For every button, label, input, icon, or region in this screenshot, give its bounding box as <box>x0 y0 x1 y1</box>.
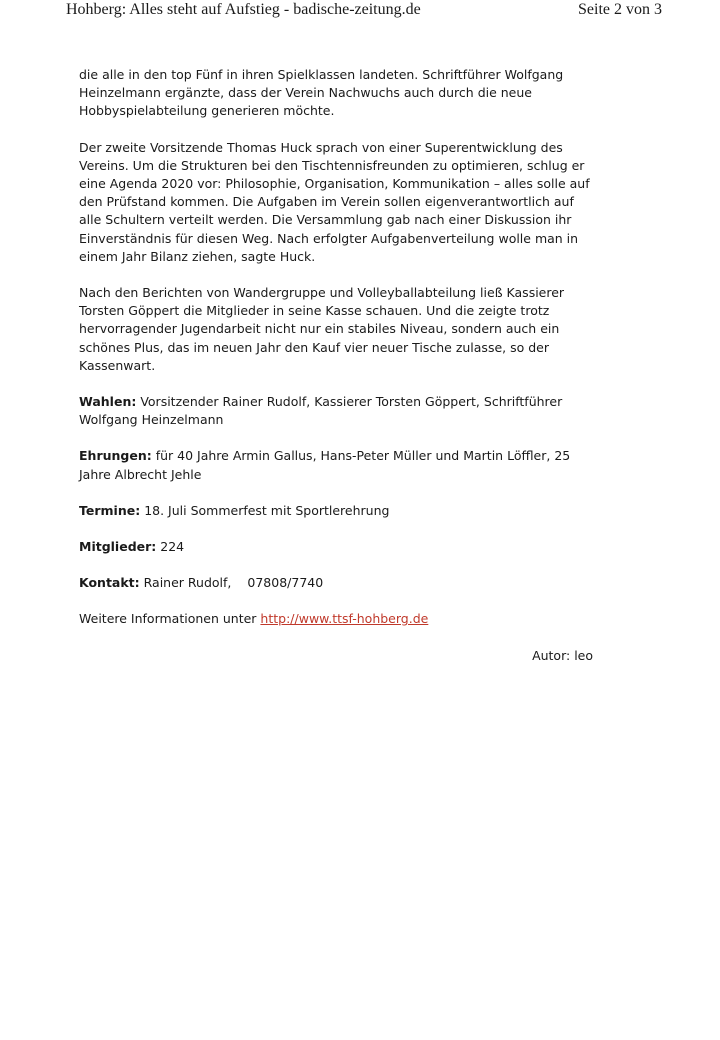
mitglieder-line <box>79 538 599 556</box>
ehrungen-label: Ehrungen: <box>79 448 152 464</box>
print-header <box>0 0 720 22</box>
website-link[interactable]: http://www.ttsf-hohberg.de <box>260 611 429 627</box>
kontakt-label: Kontakt: <box>79 575 140 591</box>
paragraph-2: Der zweite Vorsitzende Thomas Huck sprach von einer Superentwicklung des Vereins. Um die Strukturen bei den Tischtennisfreunden zu optimieren, schlug er eine Agenda 2020 vor: Philosophie, Organisation, Kommunikation – alles solle auf den Prüfstand kommen. Die Aufgaben im Verein sollen eigenverantwortlich auf alle Schultern verteilt werden. Die Versammlung gab nach einer Diskussion ihr Einverständnis für diesen Weg. Nach erfolgter Aufgabenverteilung wolle man in einem Jahr Bilanz ziehen, sagte Huck. <box>79 139 590 264</box>
ehrungen-line <box>79 447 599 483</box>
wahlen-text: Vorsitzender Rainer Rudolf, Kassierer Torsten Göppert, Schriftführer Wolfgang Heinzelmann <box>79 394 563 428</box>
kontakt-line <box>79 574 599 592</box>
termine-line <box>79 502 599 520</box>
kontakt-name: Rainer Rudolf, <box>143 575 232 591</box>
kontakt-phone: 07808/7740 <box>247 575 324 591</box>
author-line: Autor: leo <box>532 647 593 663</box>
article-body <box>79 66 599 665</box>
wahlen-line <box>79 393 599 429</box>
more-info-text: Weitere Informationen unter <box>79 611 257 627</box>
page-title: Hohberg: Alles steht auf Aufstieg - badische-zeitung.de <box>66 1 421 18</box>
termine-text: 18. Juli Sommerfest mit Sportlerehrung <box>144 502 390 518</box>
ehrungen-text: für 40 Jahre Armin Gallus, Hans-Peter Müller und Martin Löffler, 25 Jahre Albrecht Jehle <box>79 448 571 482</box>
more-info-line <box>79 610 599 628</box>
paragraph-1: die alle in den top Fünf in ihren Spielklassen landeten. Schriftführer Wolfgang Heinzelmann ergänzte, dass der Verein Nachwuchs auch durch die neue Hobbyspielabteilung generieren möchte. <box>79 67 564 119</box>
mitglieder-label: Mitglieder: <box>79 539 157 555</box>
wahlen-label: Wahlen: <box>79 394 137 410</box>
mitglieder-text: 224 <box>160 539 185 555</box>
page-number: Seite 2 von 3 <box>578 1 662 18</box>
paragraph-3: Nach den Berichten von Wandergruppe und Volleyballabteilung ließ Kassierer Torsten Göppert die Mitglieder in seine Kasse schauen. Und die zeigte trotz hervorragender Jugendarbeit nicht nur ein stabiles Niveau, sondern auch ein schönes Plus, das im neuen Jahr den Kauf vier neuer Tische zulasse, so der Kassenwart. <box>79 285 565 373</box>
termine-label: Termine: <box>79 502 141 518</box>
